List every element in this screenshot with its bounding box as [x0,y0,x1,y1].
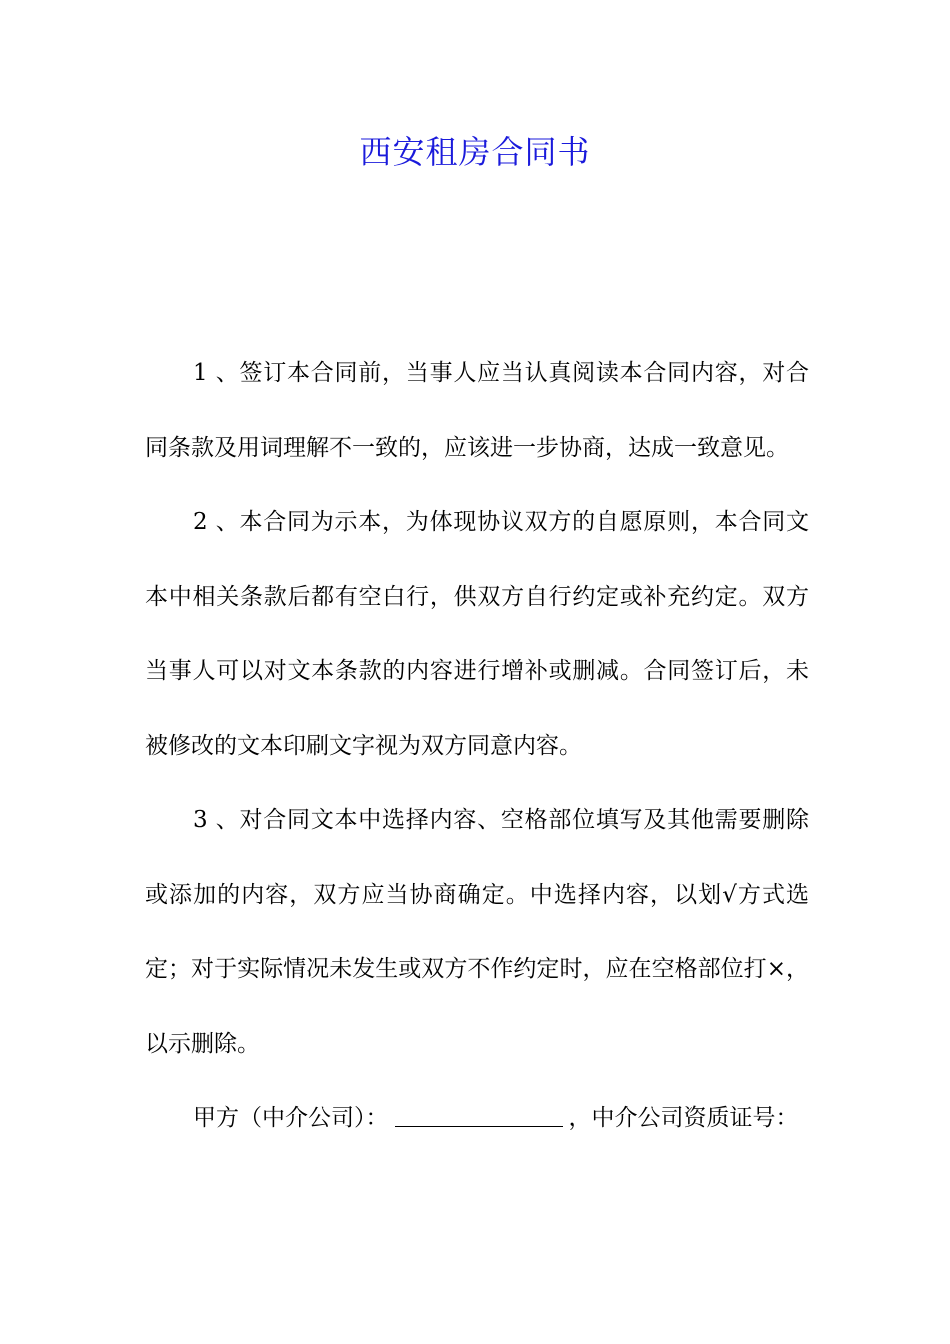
party-a-line [145,1081,809,1156]
party-a-suffix: ，中介公司资质证号： [568,1105,799,1131]
paragraph-1: 1 、签订本合同前，当事人应当认真阅读本合同内容，对合同条款及用词理解不一致的，应该进一步协商，达成一致意见。 [145,360,809,461]
document-title: 西安租房合同书 [359,133,591,171]
paragraph-2: 2 、本合同为示本，为体现协议双方的自愿原则，本合同文本中相关条款后都有空白行，供双方自行约定或补充约定。双方当事人可以对文本条款的内容进行增补或删减。合同签订后，未被修改的文本印刷文字视为双方同意内容。 [145,509,809,759]
document-body [145,336,809,1156]
party-a-blank-field[interactable] [395,1106,563,1127]
paragraph-3: 3 、对合同文本中选择内容、空格部位填写及其他需要删除或添加的内容，双方应当协商确定。中选择内容，以划√方式选定；对于实际情况未发生或双方不作约定时，应在空格部位打×，以示删除。 [145,807,809,1057]
party-a-label: 甲方（中介公司）： [193,1105,389,1131]
